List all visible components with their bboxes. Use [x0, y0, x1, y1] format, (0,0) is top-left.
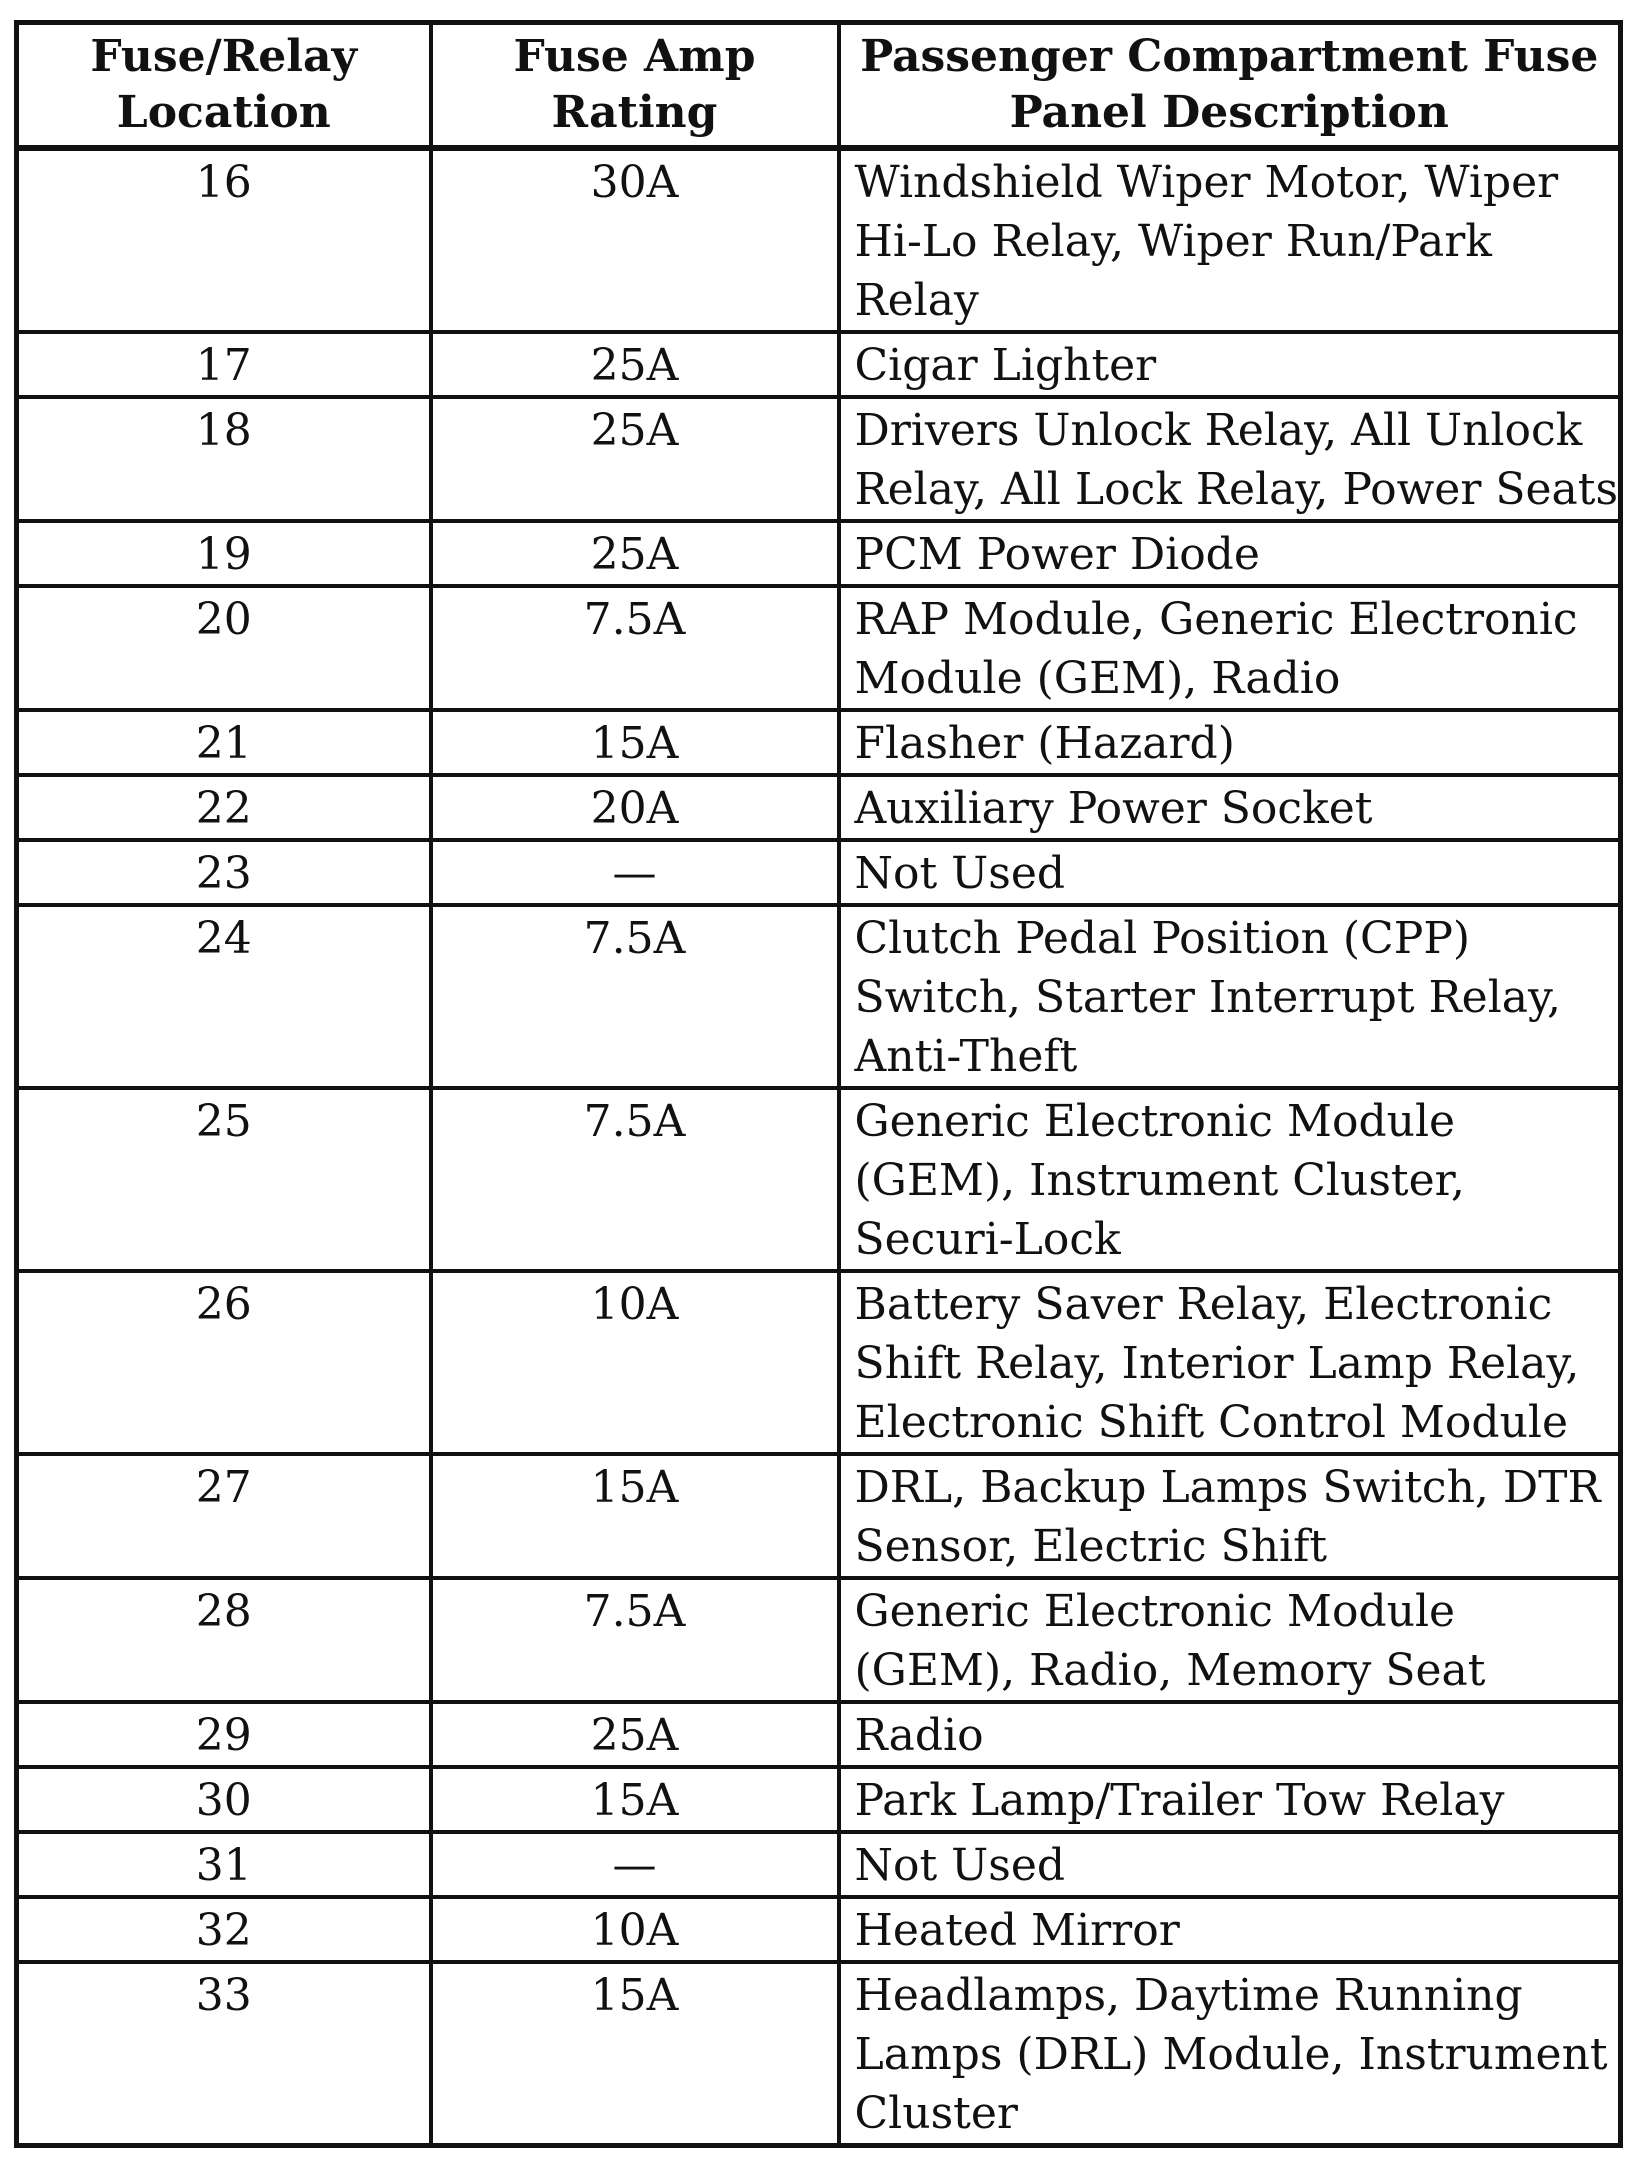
fuse-description-cell [839, 1702, 1621, 1767]
fuse-amp-cell: 25A [431, 332, 839, 397]
table-row [17, 1767, 1621, 1832]
description-line: Auxiliary Power Socket [854, 783, 1373, 834]
description-line: Windshield Wiper Motor, Wiper [854, 157, 1559, 208]
description-line: Switch, Starter Interrupt Relay, [854, 972, 1561, 1023]
description-line: (GEM), Radio, Memory Seat [854, 1645, 1486, 1696]
description-line: Sensor, Electric Shift [854, 1521, 1328, 1572]
table-row [17, 1271, 1621, 1454]
description-line: Flasher (Hazard) [854, 718, 1235, 769]
description-line: DRL, Backup Lamps Switch, DTR [854, 1462, 1601, 1513]
description-line: Lamps (DRL) Module, Instrument [854, 2029, 1608, 2080]
fuse-description-cell [839, 1767, 1621, 1832]
description-line: Generic Electronic Module [854, 1096, 1456, 1147]
fuse-location-cell: 22 [17, 775, 431, 840]
fuse-description-cell [839, 148, 1621, 332]
fuse-amp-cell: — [431, 840, 839, 905]
fuse-description-cell [839, 1897, 1621, 1962]
table-row [17, 1578, 1621, 1702]
description-line: Not Used [854, 1840, 1066, 1891]
fuse-location-cell: 24 [17, 905, 431, 1088]
table-row [17, 397, 1621, 521]
fuse-location-cell: 30 [17, 1767, 431, 1832]
fuse-description-cell [839, 521, 1621, 586]
description-line: Generic Electronic Module [854, 1586, 1456, 1637]
fuse-location-cell: 19 [17, 521, 431, 586]
fuse-location-cell: 18 [17, 397, 431, 521]
table-row [17, 1832, 1621, 1897]
header-description: Passenger Compartment Fuse Panel Description [839, 23, 1621, 149]
table-row [17, 1897, 1621, 1962]
fuse-description-cell [839, 710, 1621, 775]
fuse-location-cell: 17 [17, 332, 431, 397]
description-line: Not Used [854, 848, 1066, 899]
fuse-location-cell: 23 [17, 840, 431, 905]
fuse-description-cell [839, 1088, 1621, 1271]
fuse-amp-cell: 7.5A [431, 905, 839, 1088]
fuse-amp-cell: 7.5A [431, 1578, 839, 1702]
fuse-location-cell: 16 [17, 148, 431, 332]
fuse-description-cell [839, 332, 1621, 397]
description-line: Hi-Lo Relay, Wiper Run/Park [854, 216, 1492, 267]
fuse-location-cell: 32 [17, 1897, 431, 1962]
table-row [17, 1088, 1621, 1271]
fuse-description-cell [839, 775, 1621, 840]
fuse-amp-cell: 10A [431, 1897, 839, 1962]
fuse-amp-cell: — [431, 1832, 839, 1897]
fuse-description-cell [839, 586, 1621, 710]
fuse-amp-cell: 25A [431, 1702, 839, 1767]
description-line: PCM Power Diode [854, 529, 1260, 580]
header-amp-rating: Fuse Amp Rating [431, 23, 839, 149]
fuse-description-cell [839, 1271, 1621, 1454]
description-line: Cluster [854, 2088, 1018, 2139]
table-row [17, 840, 1621, 905]
fuse-amp-cell: 30A [431, 148, 839, 332]
table-row [17, 586, 1621, 710]
fuse-amp-cell: 7.5A [431, 586, 839, 710]
fuse-amp-cell: 25A [431, 521, 839, 586]
fuse-description-cell [839, 1832, 1621, 1897]
fuse-location-cell: 33 [17, 1962, 431, 2146]
fuse-location-cell: 20 [17, 586, 431, 710]
fuse-location-cell: 21 [17, 710, 431, 775]
fuse-location-cell: 29 [17, 1702, 431, 1767]
table-row [17, 710, 1621, 775]
fuse-description-cell [839, 1578, 1621, 1702]
table-row [17, 775, 1621, 840]
fuse-location-cell: 31 [17, 1832, 431, 1897]
description-line: Module (GEM), Radio [854, 653, 1341, 704]
fuse-location-cell: 27 [17, 1454, 431, 1578]
table-body [17, 148, 1621, 2146]
fuse-location-cell: 26 [17, 1271, 431, 1454]
table-row [17, 1454, 1621, 1578]
description-line: Relay, All Lock Relay, Power Seats [854, 464, 1619, 515]
header-row [17, 23, 1621, 149]
description-line: Drivers Unlock Relay, All Unlock [854, 405, 1583, 456]
description-line: (GEM), Instrument Cluster, [854, 1155, 1465, 1206]
description-line: Radio [854, 1710, 984, 1761]
description-line: Relay [854, 275, 979, 326]
description-line: Electronic Shift Control Module [854, 1397, 1569, 1448]
fuse-amp-cell: 15A [431, 1962, 839, 2146]
fuse-table [14, 20, 1623, 2148]
fuse-location-cell: 25 [17, 1088, 431, 1271]
fuse-description-cell [839, 1962, 1621, 2146]
fuse-amp-cell: 15A [431, 1767, 839, 1832]
fuse-description-cell [839, 840, 1621, 905]
fuse-amp-cell: 7.5A [431, 1088, 839, 1271]
description-line: Clutch Pedal Position (CPP) [854, 913, 1471, 964]
fuse-amp-cell: 15A [431, 1454, 839, 1578]
description-line: Cigar Lighter [854, 340, 1157, 391]
fuse-description-cell [839, 905, 1621, 1088]
description-line: Anti-Theft [854, 1031, 1078, 1082]
fuse-amp-cell: 25A [431, 397, 839, 521]
table-row [17, 1702, 1621, 1767]
table-row [17, 148, 1621, 332]
fuse-amp-cell: 20A [431, 775, 839, 840]
fuse-description-cell [839, 1454, 1621, 1578]
description-line: Battery Saver Relay, Electronic [854, 1279, 1553, 1330]
description-line: Shift Relay, Interior Lamp Relay, [854, 1338, 1580, 1389]
fuse-location-cell: 28 [17, 1578, 431, 1702]
table-row [17, 332, 1621, 397]
fuse-amp-cell: 15A [431, 710, 839, 775]
table-row [17, 521, 1621, 586]
table-row [17, 905, 1621, 1088]
description-line: Heated Mirror [854, 1905, 1180, 1956]
description-line: Securi-Lock [854, 1214, 1121, 1265]
fuse-description-cell [839, 397, 1621, 521]
description-line: Park Lamp/Trailer Tow Relay [854, 1775, 1505, 1826]
fuse-amp-cell: 10A [431, 1271, 839, 1454]
description-line: Headlamps, Daytime Running [854, 1970, 1523, 2021]
table-row [17, 1962, 1621, 2146]
header-location: Fuse/Relay Location [17, 23, 431, 149]
description-line: RAP Module, Generic Electronic [854, 594, 1578, 645]
